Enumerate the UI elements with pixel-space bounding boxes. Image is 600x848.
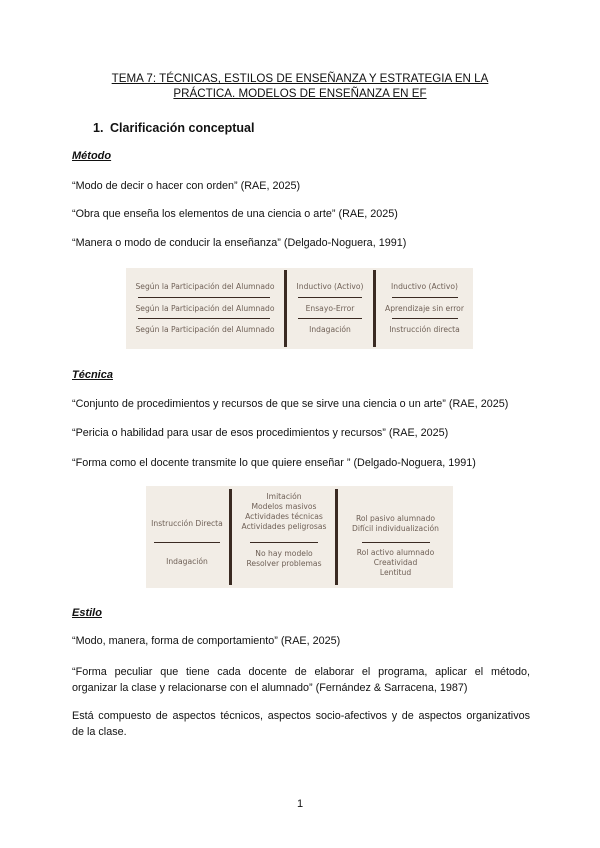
divider [138, 318, 270, 319]
tecnica-right-top-2: Difícil individualización [352, 524, 439, 533]
page-title [72, 71, 528, 101]
tecnica-right-bottom-3: Lentitud [379, 568, 412, 577]
metodo-diagram-col3-row1: Inductivo (Activo) [391, 282, 458, 291]
tecnica-mid-top-2: Modelos masivos [251, 502, 317, 511]
metodo-heading: Método [72, 150, 112, 162]
section-label: Clarificación conceptual [110, 121, 255, 135]
tecnica-right-bottom [338, 548, 453, 578]
section-heading [93, 121, 254, 135]
tecnica-mid-top [232, 492, 336, 532]
estilo-definition-1: “Modo, manera, forma de comportamiento” (RAE, 2025) [72, 635, 341, 647]
estilo-definition-2-line-2: organizar la clase y relacionarse con el alumnado” (Fernández & Sarracena, 1987) [72, 682, 468, 694]
page-number: 1 [296, 798, 304, 810]
divider [392, 297, 458, 298]
divider [362, 542, 430, 543]
section-number: 1. [93, 121, 104, 135]
tecnica-mid-top-1: Imitación [266, 492, 302, 501]
divider [250, 542, 318, 543]
metodo-diagram-col1-row2: Según la Participación del Alumnado [135, 304, 275, 313]
metodo-definition-1: “Modo de decir o hacer con orden” (RAE, 2025) [72, 180, 301, 192]
divider [298, 318, 362, 319]
tecnica-right-top-1: Rol pasivo alumnado [355, 514, 436, 523]
tecnica-left-bottom: Indagación [166, 557, 208, 566]
estilo-heading: Estilo [72, 607, 102, 619]
estilo-definition-2-line-1: “Forma peculiar que tiene cada docente de elaborar el programa, aplicar el método, [72, 666, 530, 678]
metodo-diagram-col2-row2: Ensayo-Error [305, 304, 355, 313]
metodo-diagram-col2-row1: Inductivo (Activo) [296, 282, 364, 291]
tecnica-left-top: Instrucción Directa [151, 519, 223, 528]
divider [298, 297, 362, 298]
metodo-diagram [126, 268, 473, 349]
tecnica-mid-bottom-1: No hay modelo [255, 549, 313, 558]
metodo-diagram-col1-row1: Según la Participación del Alumnado [135, 282, 275, 291]
divider [392, 318, 458, 319]
metodo-definition-2: “Obra que enseña los elementos de una ciencia o arte” (RAE, 2025) [72, 208, 398, 220]
tecnica-right-bottom-2: Creatividad [373, 558, 418, 567]
tecnica-heading: Técnica [72, 369, 113, 381]
tecnica-right-top [338, 514, 453, 534]
tecnica-mid-bottom [232, 549, 336, 569]
tecnica-mid-bottom-2: Resolver problemas [246, 559, 322, 568]
divider [138, 297, 270, 298]
tecnica-diagram [146, 486, 453, 588]
metodo-diagram-col3-row3: Instrucción directa [389, 325, 460, 334]
tecnica-definition-1: “Conjunto de procedimientos y recursos de que se sirve una ciencia o un arte” (RAE, 2025) [72, 398, 509, 410]
metodo-definition-3: “Manera o modo de conducir la enseñanza” (Delgado-Noguera, 1991) [72, 237, 407, 249]
metodo-diagram-col1-row3: Según la Participación del Alumnado [135, 325, 275, 334]
estilo-composition-line-1: Está compuesto de aspectos técnicos, aspectos socio-afectivos y de aspectos organizativos [72, 710, 530, 722]
metodo-diagram-col3-row2: Aprendizaje sin error [385, 304, 464, 313]
tecnica-mid-top-4: Actividades peligrosas [241, 522, 327, 531]
divider [154, 542, 220, 543]
tecnica-mid-top-3: Actividades técnicas [245, 512, 323, 521]
estilo-composition-line-2: de la clase. [72, 726, 127, 738]
tecnica-right-bottom-1: Rol activo alumnado [356, 548, 435, 557]
metodo-diagram-col2-row3: Indagación [309, 325, 351, 334]
tecnica-definition-2: “Pericia o habilidad para usar de esos procedimientos y recursos” (RAE, 2025) [72, 427, 449, 439]
title-line-2: PRÁCTICA. MODELOS DE ENSEÑANZA EN EF [173, 87, 427, 100]
title-line-1: TEMA 7: TÉCNICAS, ESTILOS DE ENSEÑANZA Y ESTRATEGIA EN LA [111, 72, 489, 85]
tecnica-definition-3: “Forma como el docente transmite lo que quiere enseñar ” (Delgado-Noguera, 1991) [72, 457, 476, 469]
